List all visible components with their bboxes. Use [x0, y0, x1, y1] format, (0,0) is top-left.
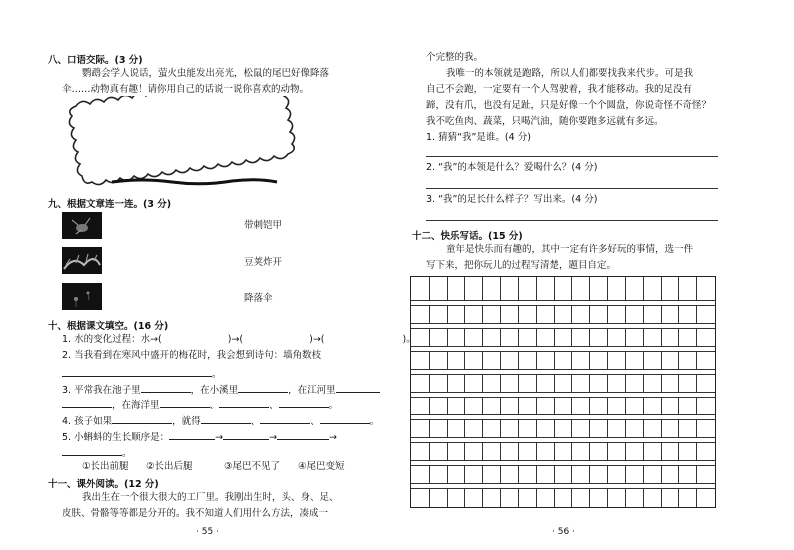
- q10-heading: 十、根据课文填空。(16 分): [48, 321, 169, 332]
- item3-blank-1[interactable]: [141, 383, 191, 393]
- bean-pod-image: [62, 247, 102, 274]
- q11-text-line1: 我出生在一个很大很大的工厂里。我刚出生时，头、身、足、: [82, 492, 339, 503]
- match-label-2: 豆荚炸开: [244, 257, 283, 268]
- grid-row-line: [411, 323, 715, 324]
- grid-row-line: [411, 328, 715, 329]
- dandelion-image: [62, 283, 102, 310]
- reading-line1: 个完整的我。: [426, 52, 484, 63]
- q10-option-2: ②长出后腿: [146, 461, 193, 472]
- q10-option-4: ④尾巴变短: [298, 461, 345, 472]
- grid-row-line: [411, 488, 715, 489]
- grid-row-line: [411, 374, 715, 375]
- item3-blank-3[interactable]: [336, 383, 380, 393]
- item5-blank-2[interactable]: [223, 430, 269, 440]
- q10-item3-line2: ，在海洋里 、 、 。: [62, 398, 338, 412]
- item5-blank-3[interactable]: [277, 430, 329, 440]
- match-label-1: 带刺铠甲: [244, 220, 283, 231]
- q10-item5-line2: 。: [62, 446, 132, 460]
- grid-row-line: [411, 397, 715, 398]
- grid-row-line: [411, 414, 715, 415]
- grid-row-line: [411, 392, 715, 393]
- page-number-right: · 56 ·: [552, 527, 575, 537]
- q10-option-3: ③尾巴不见了: [224, 461, 281, 472]
- q12-text-line1: 童年是快乐而有趣的，其中一定有许多好玩的事情，选一件: [446, 244, 694, 255]
- grid-row-line: [411, 305, 715, 306]
- chestnut-image: [62, 212, 102, 239]
- q10-option-1: ①长出前腿: [82, 461, 129, 472]
- grid-row-line: [411, 369, 715, 370]
- grid-row-line: [411, 465, 715, 466]
- q8-heading: 八、口语交际。(3 分): [48, 55, 143, 66]
- answer-line-2[interactable]: [426, 188, 718, 189]
- q10-item5-line1: 5. 小蝌蚪的生长顺序是： → → →: [62, 432, 337, 443]
- question-3: 3. “我”的足长什么样子？写出来。(4 分): [426, 194, 598, 205]
- grid-row-line: [411, 351, 715, 352]
- question-1: 1. 猜猜“我”是谁。(4 分): [426, 132, 531, 143]
- q9-heading: 九、根据文章连一连。(3 分): [48, 199, 172, 210]
- grid-row-line: [411, 300, 715, 301]
- item2-blank[interactable]: [62, 367, 212, 377]
- q10-item4: 4. 孩子如果 ，就得 、 、 。: [62, 416, 380, 427]
- item4-blank-2[interactable]: [201, 414, 251, 424]
- q10-item3-line1: 3. 平常我在池子里 ，在小溪里 ，在江河里: [62, 383, 380, 397]
- item3-blank-7[interactable]: [279, 398, 329, 408]
- page-number-left: · 55 ·: [196, 527, 219, 537]
- question-2: 2. “我”的本领是什么？爱喝什么？(4 分): [426, 162, 598, 173]
- item4-blank-4[interactable]: [320, 414, 370, 424]
- q10-item1: 1. 水的变化过程：水→( )→( )→( )。: [62, 334, 416, 345]
- grid-row-line: [411, 442, 715, 443]
- grid-row-line: [411, 483, 715, 484]
- item5-blank-1[interactable]: [169, 430, 215, 440]
- answer-line-3[interactable]: [426, 220, 718, 221]
- q12-text-line2: 写下来，把你玩儿的过程写清楚，题目自定。: [426, 260, 617, 271]
- grid-row-line: [411, 419, 715, 420]
- q11-heading: 十一、课外阅读。(12 分): [48, 479, 159, 490]
- reading-line5: 我不吃鱼肉、蔬菜，只喝汽油，随你要跑多远就有多远。: [426, 116, 664, 127]
- answer-line-1[interactable]: [426, 156, 718, 157]
- q11-text-line2: 皮肤、骨骼等等都是分开的。我不知道人们用什么方法，凑成一: [62, 508, 329, 519]
- q12-heading: 十二、快乐写话。(15 分): [412, 231, 523, 242]
- grid-row-line: [411, 460, 715, 461]
- item5-blank-4[interactable]: [62, 446, 122, 456]
- item3-blank-5[interactable]: [160, 398, 210, 408]
- item3-blank-4[interactable]: [62, 398, 112, 408]
- reading-line4: 蹄，没有爪，也没有足趾，只是好像一个个圆盘，你说奇怪不奇怪？: [426, 100, 712, 111]
- q8-text-line1: 鹦鹉会学人说话，萤火虫能发出亮光，松鼠的尾巴好像降落: [82, 68, 330, 79]
- reading-line2: 我唯一的本领就是跑路，所以人们都要找我来代步。可是我: [446, 68, 694, 79]
- item4-blank-3[interactable]: [260, 414, 310, 424]
- item3-blank-2[interactable]: [238, 383, 288, 393]
- grid-row-line: [411, 346, 715, 347]
- reading-line3: 自己不会跑，一定要有一个人驾驶着，我才能移动。我的足没有: [426, 84, 693, 95]
- q10-item2-line2: 。: [62, 367, 222, 381]
- writing-grid[interactable]: [410, 276, 716, 508]
- q8-text-line2: 伞……动物真有趣！请你用自己的话说一说你喜欢的动物。: [62, 84, 310, 95]
- q10-item2-line1: 2. 当我看到在寒风中盛开的梅花时，我会想到诗句：墙角数枝: [62, 350, 322, 361]
- cloud-answer-frame[interactable]: [62, 96, 324, 190]
- grid-row-line: [411, 437, 715, 438]
- item3-blank-6[interactable]: [219, 398, 269, 408]
- item4-blank-1[interactable]: [112, 414, 172, 424]
- match-label-3: 降落伞: [244, 293, 273, 304]
